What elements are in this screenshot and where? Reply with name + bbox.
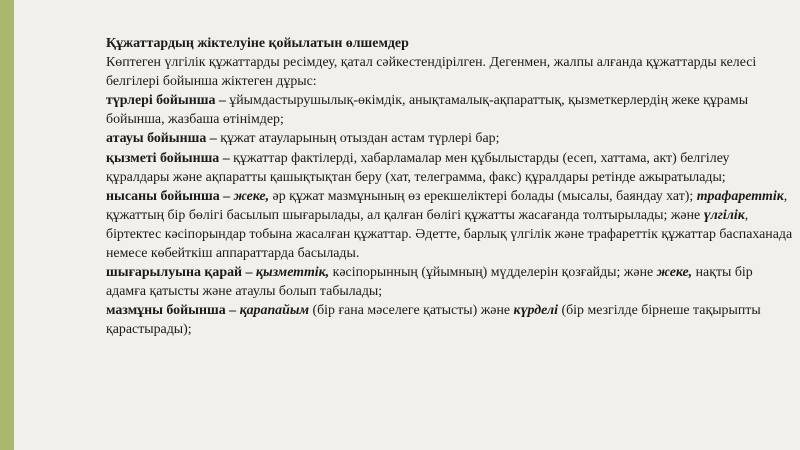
- term-template: үлгілік: [703, 207, 745, 223]
- criterion-label: атауы бойынша –: [106, 131, 221, 147]
- term-simple: қарапайым: [239, 303, 309, 319]
- slide: [14, 0, 800, 450]
- slide-content: [106, 34, 796, 340]
- slide-title: Құжаттардың жіктелуіне қойылатын өлшемдер: [106, 36, 409, 51]
- criterion-text: , құжаттың бір бөлігі басылып шығарылады, ал қалған бөлігі құжатты жасағанда толтырылады; және: [106, 188, 788, 223]
- term-individual: жеке,: [233, 188, 270, 204]
- term-official: қызметтік,: [255, 265, 330, 281]
- accent-bar: [0, 0, 14, 450]
- term-stencil: трафареттік: [696, 188, 784, 204]
- criterion-label: қызметі бойынша –: [106, 150, 234, 166]
- criterion-text: (бір мезгілде бірнеше тақырыпты қарастырады);: [106, 303, 761, 338]
- criterion-form: [106, 187, 796, 263]
- criterion-text: (бір ғана мәселеге қатысты) және: [309, 303, 514, 319]
- term-complex: күрделі: [513, 303, 558, 319]
- criterion-label: шығарылуына қарай –: [106, 265, 256, 281]
- criterion-text: ұйымдастырушылық-өкімдік, анықтамалық-ақпараттық, қызметкерлердің жеке құрамы бойынша, жазбаша өтінімдер;: [106, 93, 749, 128]
- criterion-label: түрлері бойынша –: [106, 93, 230, 109]
- criterion-origin: [106, 263, 796, 301]
- criterion-content: [106, 301, 796, 339]
- criterion-text: кәсіпорынның (ұйымның) мүдделерін қозғайды; және: [329, 265, 657, 281]
- criterion-types: [106, 91, 796, 129]
- criterion-name: [106, 129, 796, 148]
- criterion-text: әр құжат мазмұнының өз ерекшеліктері болады (мысалы, баяндау хат);: [269, 188, 697, 204]
- criterion-text: құжат атауларының отыздан астам түрлері бар;: [220, 131, 500, 147]
- criterion-function: [106, 149, 796, 187]
- intro-paragraph: Көптеген үлгілік құжаттарды ресімдеу, қатал сәйкестендірілген. Дегенмен, жалпы алғанда құжаттарды келесі белгілері бойынша жіктеген дұрыс:: [106, 55, 757, 90]
- criterion-text: құжаттар фактілерді, хабарламалар мен құбылыстарды (есеп, хаттама, акт) белгілеу құралдары және ақпаратты қашықтықтан беру (хат, телеграмма, факс) құралдары ретінде ажыратылады;: [106, 150, 730, 185]
- criterion-text: , біртектес кәсіпорындар тобына жасалған құжаттар. Әдетте, барлық үлгілік және трафареттік құжаттар баспаханада немесе көбейткіш аппараттарда басылады.: [106, 207, 793, 262]
- term-personal: жеке,: [656, 265, 693, 281]
- criterion-label: нысаны бойынша –: [106, 188, 234, 204]
- criterion-text: нақты бір адамға қатысты және атаулы болып табылады;: [106, 265, 753, 300]
- criterion-label: мазмұны бойынша –: [106, 303, 240, 319]
